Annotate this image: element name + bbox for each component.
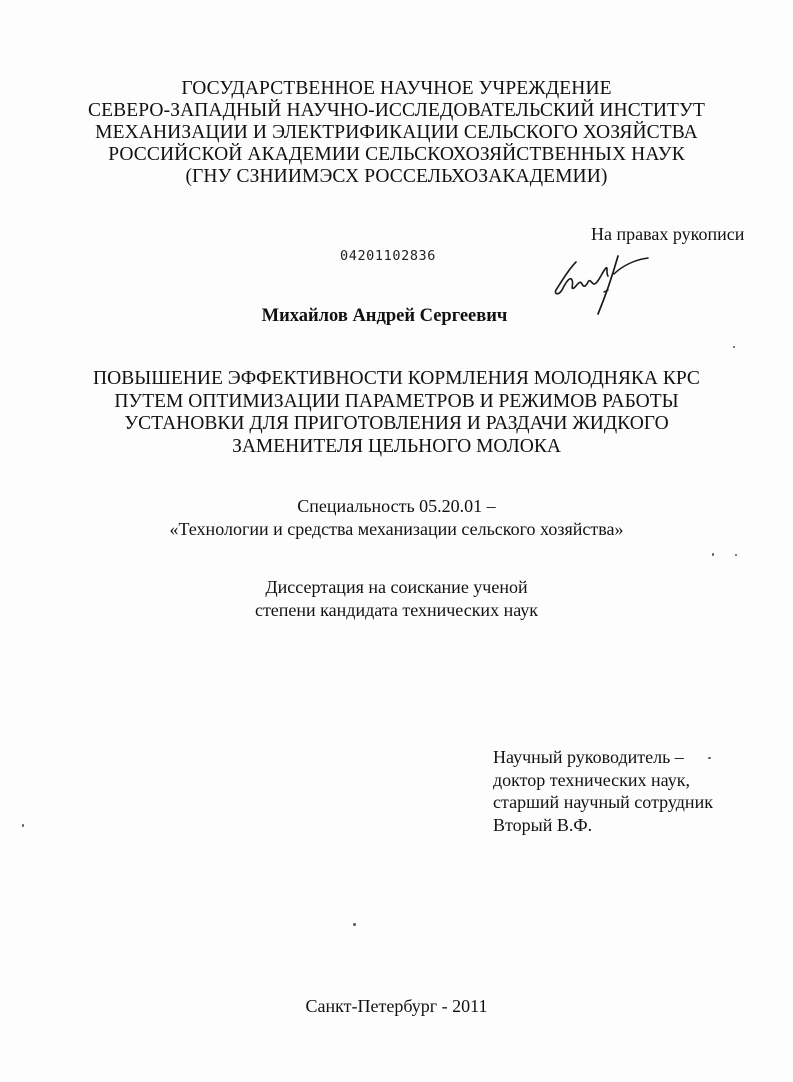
supervisor-line: доктор технических наук, xyxy=(493,769,690,790)
degree-line: степени кандидата технических наук xyxy=(254,599,539,620)
degree-line: Диссертация на соискание ученой xyxy=(265,577,528,597)
specialty-block xyxy=(0,495,793,540)
city-year: Санкт-Петербург - 2011 xyxy=(305,996,488,1016)
manuscript-rights-note: На правах рукописи xyxy=(591,224,745,244)
supervisor-line: старший научный сотрудник xyxy=(493,792,713,812)
org-line: ГОСУДАРСТВЕННОЕ НАУЧНОЕ УЧРЕЖДЕНИЕ xyxy=(181,78,612,99)
supervisor-block xyxy=(493,746,713,836)
dissertation-title xyxy=(0,368,793,458)
title-line: ПОВЫШЕНИЕ ЭФФЕКТИВНОСТИ КОРМЛЕНИЯ МОЛОДНЯКА КРС xyxy=(93,368,700,389)
scan-speck xyxy=(22,824,24,827)
dissertation-degree-block xyxy=(0,576,793,621)
title-line: ЗАМЕНИТЕЛЯ ЦЕЛЬНОГО МОЛОКА xyxy=(232,435,561,457)
scan-speck xyxy=(733,346,735,348)
scan-speck xyxy=(708,757,711,759)
supervisor-line: Вторый В.Ф. xyxy=(493,814,593,835)
scan-speck xyxy=(712,553,714,556)
org-line: РОССИЙСКОЙ АКАДЕМИИ СЕЛЬСКОХОЗЯЙСТВЕННЫХ НАУК xyxy=(108,144,685,165)
supervisor-line: Научный руководитель – xyxy=(493,747,684,767)
org-line: МЕХАНИЗАЦИИ И ЭЛЕКТРИФИКАЦИИ СЕЛЬСКОГО ХОЗЯЙСТВА xyxy=(95,122,698,143)
scan-speck xyxy=(735,554,737,556)
organization-header xyxy=(0,78,793,188)
title-line: УСТАНОВКИ ДЛЯ ПРИГОТОВЛЕНИЯ И РАЗДАЧИ ЖИДКОГО xyxy=(124,413,669,434)
org-line: (ГНУ СЗНИИМЭСХ РОССЕЛЬХОЗАКАДЕМИИ) xyxy=(185,166,608,187)
specialty-line: Специальность 05.20.01 – xyxy=(297,496,496,516)
title-line: ПУТЕМ ОПТИМИЗАЦИИ ПАРАМЕТРОВ И РЕЖИМОВ РАБОТЫ xyxy=(114,390,679,412)
scan-speck xyxy=(353,923,356,926)
specialty-line: «Технологии и средства механизации сельского хозяйства» xyxy=(169,518,624,539)
document-number: 04201102836 xyxy=(340,248,437,264)
org-line: СЕВЕРО-ЗАПАДНЫЙ НАУЧНО-ИССЛЕДОВАТЕЛЬСКИЙ ИНСТИТУТ xyxy=(88,100,705,121)
author-name: Михайлов Андрей Сергеевич xyxy=(261,306,508,326)
